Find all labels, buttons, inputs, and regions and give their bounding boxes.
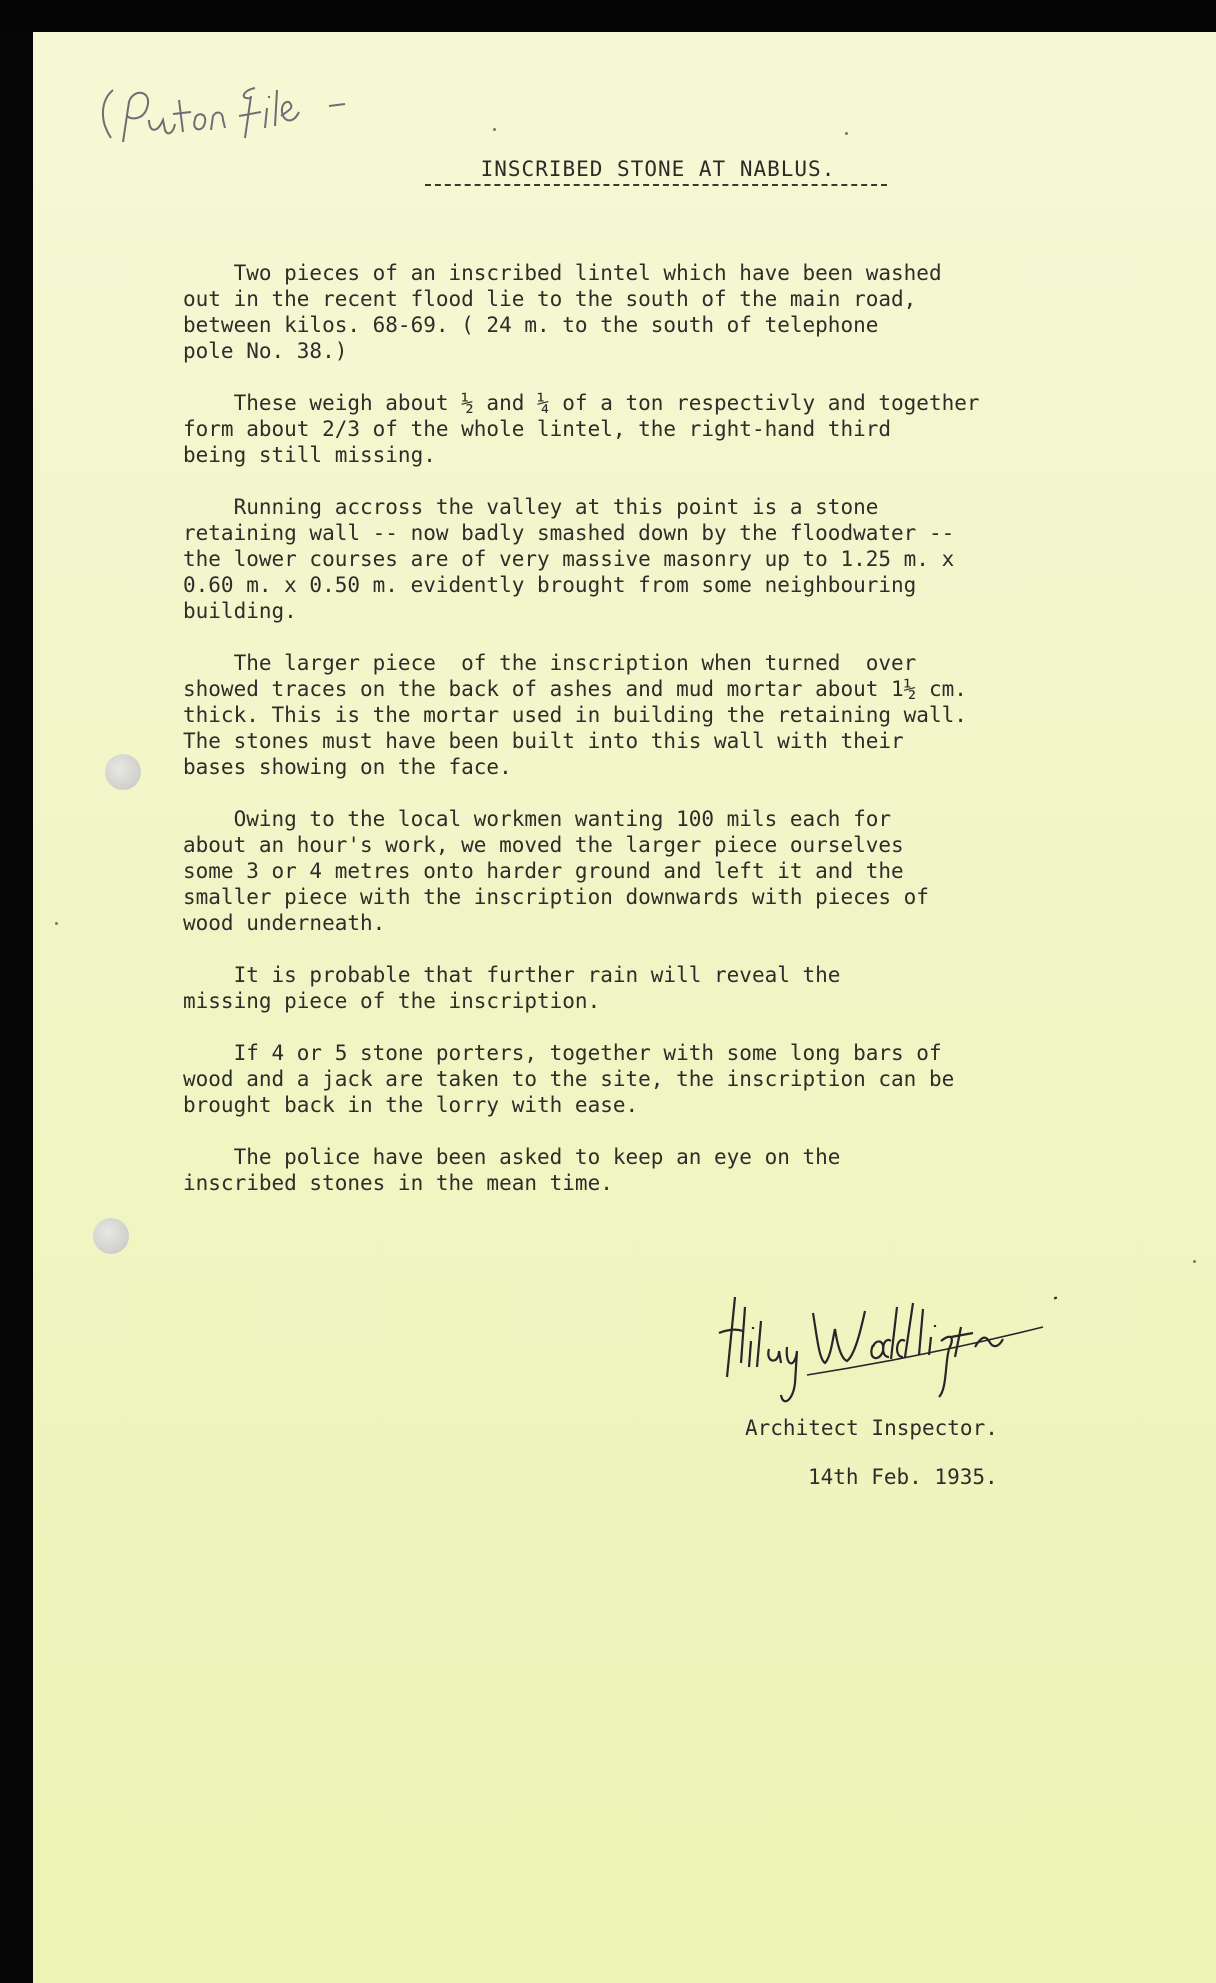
title-underline — [425, 184, 887, 186]
handwritten-note — [83, 50, 373, 160]
paragraph-4: The larger piece of the inscription when turned over showed traces on the back of ashes and mud mortar about 1½ cm. thick. This is the mortar used in building the retaining wall. The stones must have been built into this wall with their bases showing on the face. — [183, 651, 967, 779]
punch-hole — [93, 1218, 129, 1254]
paragraph-8: The police have been asked to keep an eye on the inscribed stones in the mean time. — [183, 1145, 841, 1195]
punch-hole — [105, 754, 141, 790]
paragraph-3: Running accross the valley at this point is a stone retaining wall -- now badly smashed down by the floodwater -- the lower courses are of very massive masonry up to 1.25 m. x 0.60 m. x 0.50 m. evidently brought from some neighbouring building. — [183, 495, 955, 623]
scan-speck — [1193, 1260, 1196, 1263]
paragraph-6: It is probable that further rain will reveal the missing piece of the inscription. — [183, 963, 841, 1013]
signatory-title: Architect Inspector. — [745, 1416, 998, 1440]
document-title: INSCRIBED STONE AT NABLUS. — [480, 157, 836, 181]
document-date: 14th Feb. 1935. — [808, 1465, 998, 1489]
signature — [683, 1267, 1063, 1427]
paragraph-7: If 4 or 5 stone porters, together with some long bars of wood and a jack are taken to the site, the inscription can be brought back in the lorry with ease. — [183, 1041, 955, 1117]
scan-speck — [493, 128, 496, 131]
paragraph-2: These weigh about ½ and ¼ of a ton respectivly and together form about 2/3 of the whole lintel, the right-hand third being still missing. — [183, 391, 980, 467]
document-page — [33, 32, 1216, 1983]
scan-speck — [845, 132, 848, 135]
paragraph-1: Two pieces of an inscribed lintel which have been washed out in the recent flood lie to the south of the main road, between kilos. 68-69. ( 24 m. to the south of telephone pole No. 38.) — [183, 261, 942, 363]
paragraph-5: Owing to the local workmen wanting 100 mils each for about an hour's work, we moved the larger piece ourselves some 3 or 4 metres onto harder ground and left it and the smaller piece with the inscription downwards with pieces of wood underneath. — [183, 807, 929, 935]
scan-border — [0, 0, 1216, 32]
scan-speck — [55, 922, 58, 925]
